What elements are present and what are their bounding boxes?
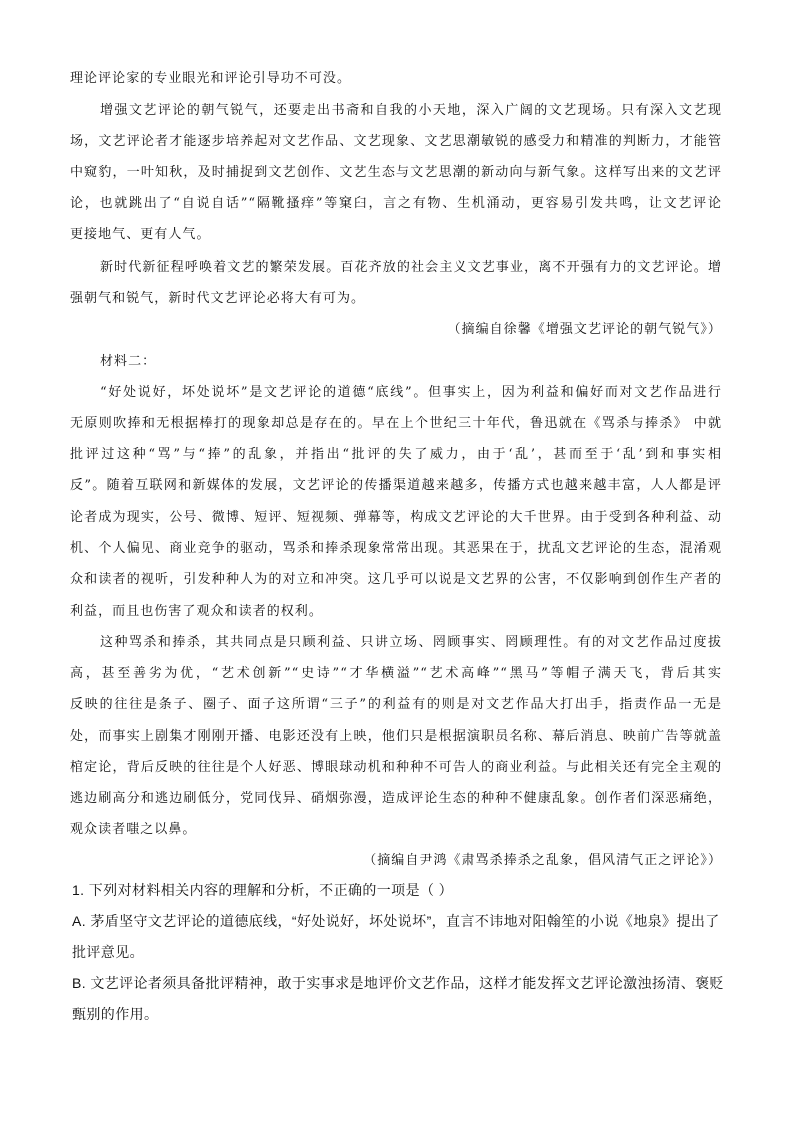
option-b-line: B. 文艺评论者须具备批评精神，敢于实事求是地评价文艺作品，这样才能发挥文艺评论激浊扬清、褒贬 xyxy=(72,975,724,991)
paragraph-line: 反映的往往是条子、圈子、面子这所谓“三子”的利益有的则是对文艺作品大打出手，指责作品一无是 xyxy=(70,697,722,712)
paragraph-line: 增强文艺评论的朝气锐气，还要走出书斋和自我的小天地，深入广阔的文艺现场。只有深入文艺现 xyxy=(100,103,722,118)
paragraph-line: 中窥豹，一叶知秋，及时捕捉到文艺创作、文艺生态与文艺思潮的新动向与新气象。这样写出来的文艺评 xyxy=(70,165,722,180)
paragraph-line: 处，而事实上剧集才刚刚开播、电影还没有上映，他们只是根据演职员名称、幕后消息、映前广告等就盖 xyxy=(70,729,722,744)
source-citation: （摘编自徐馨《增强文艺评论的朝气锐气》） xyxy=(447,322,722,337)
option-a-line: 批评意见。 xyxy=(72,944,144,960)
paragraph-line: 众和读者的视听，引发种种人为的对立和冲突。这几乎可以说是文艺界的公害，不仅影响到创作生产者的 xyxy=(70,572,722,587)
paragraph-line: 观众读者嗤之以鼻。 xyxy=(70,822,197,837)
paragraph-line: 这种骂杀和捧杀，其共同点是只顾利益、只讲立场、罔顾事实、罔顾理性。有的对文艺作品过度拔 xyxy=(100,635,722,650)
paragraph-line: 强朝气和锐气，新时代文艺评论必将大有可为。 xyxy=(70,291,366,306)
source-citation: （摘编自尹鸿《肃骂杀捧杀之乱象，倡风清气正之评论》） xyxy=(363,853,722,868)
option-a-line: A. 茅盾坚守文艺评论的道德底线，“好处说好，坏处说坏”，直言不讳地对阳翰笙的小说《地泉》提出了 xyxy=(72,913,720,929)
option-b-line: 甄别的作用。 xyxy=(72,1006,159,1022)
paragraph-line: 反”。随着互联网和新媒体的发展，文艺评论的传播渠道越来越多，传播方式也越来越丰富，人人都是评 xyxy=(70,478,722,493)
paragraph-line: 场，文艺评论者才能逐步培养起对文艺作品、文艺现象、文艺思潮敏锐的感受力和精准的判断力，才能管 xyxy=(70,134,722,149)
paragraph-line: 机、个人偏见、商业竞争的驱动，骂杀和捧杀现象常常出现。其恶果在于，扰乱文艺评论的生态，混淆观 xyxy=(70,541,722,556)
paragraph-line: 逃边刷高分和逃边刷低分，党同伐异、硝烟弥漫，造成评论生态的种种不健康乱象。创作者们深恶痛绝， xyxy=(70,791,722,806)
paragraph-line: 高，甚至善劣为优，“艺术创新”“史诗”“才华横溢”“艺术高峰”“黑马”等帽子满天飞，背后其实 xyxy=(70,666,722,681)
paragraph-line: 批评过这种“骂”与“捧”的乱象，并指出“批评的失了威力，由于‘乱’，甚而至于‘乱’到和事实相 xyxy=(70,447,722,462)
question-stem: 1. 下列对材料相关内容的理解和分析，不正确的一项是（ ） xyxy=(72,882,454,898)
paragraph-line: 利益，而且也伤害了观众和读者的权利。 xyxy=(70,604,323,619)
paragraph-line: 无原则吹捧和无根据棒打的现象却总是存在的。早在上个世纪三十年代，鲁迅就在《骂杀与捧杀》 中就 xyxy=(70,416,722,431)
paragraph-line: 论者成为现实，公号、微博、短评、短视频、弹幕等，构成文艺评论的大千世界。由于受到各种利益、动 xyxy=(70,510,722,525)
paragraph-line: 更接地气、更有人气。 xyxy=(70,227,211,242)
paragraph-line: 理论评论家的专业眼光和评论引导功不可没。 xyxy=(70,71,352,86)
paragraph-line: 棺定论，背后反映的往往是个人好恶、博眼球动机和种种不可告人的商业利益。与此相关还有完全主观的 xyxy=(70,760,722,775)
paragraph-line: 新时代新征程呼唤着文艺的繁荣发展。百花齐放的社会主义文艺事业，离不开强有力的文艺评论。增 xyxy=(100,260,722,275)
section-heading: 材料二： xyxy=(100,354,157,369)
paragraph-line: 论，也就跳出了“自说自话”“隔靴搔痒”等窠臼，言之有物、生机涌动，更容易引发共鸣，让文艺评论 xyxy=(70,196,722,211)
paragraph-line: “好处说好，坏处说坏”是文艺评论的道德“底线”。但事实上，因为利益和偏好而对文艺作品进行 xyxy=(100,385,722,400)
